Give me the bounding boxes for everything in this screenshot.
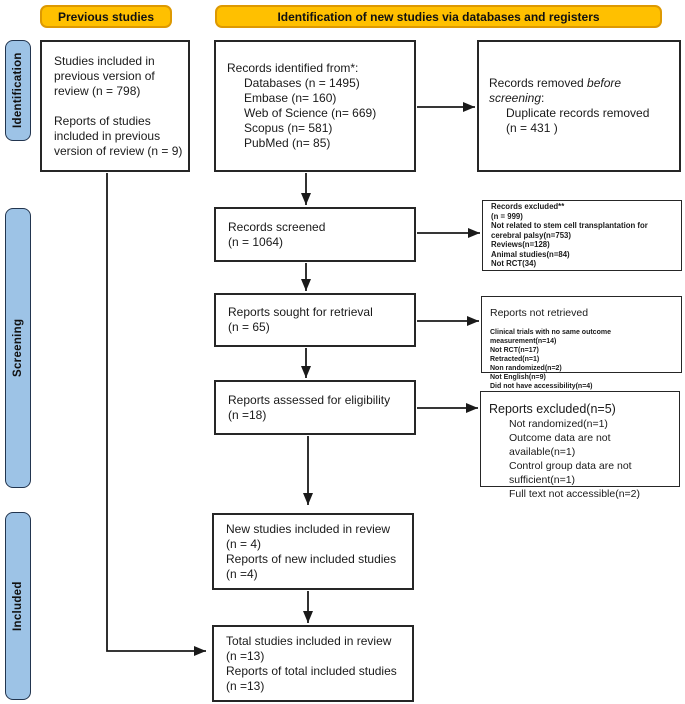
header-previous-studies: Previous studies	[40, 5, 172, 28]
text-line: Reports sought for retrieval	[228, 305, 373, 319]
text-line: included in previous	[54, 128, 161, 143]
text-line: version of review (n = 9)	[54, 143, 183, 158]
text-line: previous version of	[54, 68, 155, 83]
box-reports-sought	[214, 293, 416, 347]
box-records-excluded	[482, 200, 682, 271]
text-line: Duplicate records removed	[506, 106, 650, 120]
text-line: Not related to stem cell transplantation for	[491, 221, 648, 231]
text-line: (n =13)	[226, 648, 265, 663]
stage-bar-identification: Identification	[5, 40, 31, 141]
text-line: sufficient(n=1)	[509, 474, 576, 486]
records-identified-sources	[227, 76, 410, 151]
text-line: Web of Science (n= 669)	[244, 106, 377, 120]
header-identification-of-new-studies: Identification of new studies via databases and registers	[215, 5, 662, 28]
text-line: Scopus (n= 581)	[244, 121, 333, 135]
text-line: Studies included in	[54, 53, 155, 68]
text-line: Databases (n = 1495)	[244, 76, 360, 90]
records-excluded-lines	[491, 202, 673, 269]
reports-excluded-reasons	[489, 417, 671, 501]
box-reports-not-retrieved	[481, 296, 682, 390]
stage-bar-screening: Screening	[5, 208, 31, 488]
box-records-screened	[214, 207, 416, 262]
text-line: (n =13)	[226, 678, 265, 693]
box-records-removed	[477, 40, 681, 172]
records-removed-line1: Records removed before	[489, 76, 622, 90]
text-line: Animal studies(n=84)	[491, 249, 570, 259]
text-line: (n =4)	[226, 566, 258, 581]
text-line: Did not have accessibility(n=4)	[490, 383, 593, 390]
records-removed-details	[489, 106, 675, 136]
box-previous-studies-included	[40, 40, 190, 172]
text-line: Records excluded**	[491, 201, 565, 211]
text-line: Not RCT(n=17)	[490, 347, 539, 354]
text-line: Control group data are not	[509, 460, 632, 472]
text-line: Non randomized(n=2)	[490, 365, 562, 372]
text-line: Retracted(n=1)	[490, 356, 540, 363]
text-line: review (n = 798)	[54, 83, 141, 98]
text-line: Clinical trials with no same outcome measurement(n=14)	[490, 329, 611, 345]
text-line: (n = 999)	[491, 211, 523, 221]
text-line: (n = 65)	[228, 320, 270, 334]
text-line: (n = 431 )	[506, 121, 558, 135]
text-line: Reports of new included studies	[226, 551, 397, 566]
box-reports-assessed	[214, 380, 416, 435]
records-removed-line2: screening:	[489, 91, 545, 105]
box-records-identified	[214, 40, 416, 172]
text-line: (n = 1064)	[228, 234, 284, 249]
text-line: Embase (n= 160)	[244, 91, 337, 105]
records-identified-intro: Records identified from*:	[227, 61, 359, 75]
text-line: (n = 4)	[226, 536, 262, 551]
box-total-studies-included	[212, 625, 414, 702]
text-line: (n =18)	[228, 407, 267, 422]
text-line: Reports of total included studies	[226, 663, 397, 678]
text-line: Reports assessed for eligibility	[228, 392, 391, 407]
text-line: Outcome data are not available(n=1)	[509, 432, 611, 458]
text-line: Full text not accessible(n=2)	[509, 488, 641, 500]
box-reports-excluded	[480, 391, 680, 500]
arrow-previous-to-total	[107, 173, 206, 651]
reports-excluded-title: Reports excluded(n=5)	[489, 402, 616, 416]
stage-bar-included: Included	[5, 512, 31, 700]
text-line: Not randomized(n=1)	[509, 418, 608, 430]
text-line: PubMed (n= 85)	[244, 136, 331, 150]
text-line: New studies included in review	[226, 521, 391, 536]
text-line: Reports of studies	[54, 113, 151, 128]
text-line: Reviews(n=128)	[491, 240, 550, 250]
text-line: Total studies included in review	[226, 633, 392, 648]
text-line: Records screened	[228, 219, 326, 234]
box-new-studies-included	[212, 513, 414, 590]
text-line	[54, 99, 184, 114]
reports-not-retrieved-reasons	[490, 328, 673, 391]
text-line: Not English(n=9)	[490, 374, 546, 381]
reports-not-retrieved-title: Reports not retrieved	[490, 307, 589, 319]
text-line: Not RCT(34)	[491, 259, 537, 269]
text-line: cerebral palsy(n=753)	[491, 230, 571, 240]
